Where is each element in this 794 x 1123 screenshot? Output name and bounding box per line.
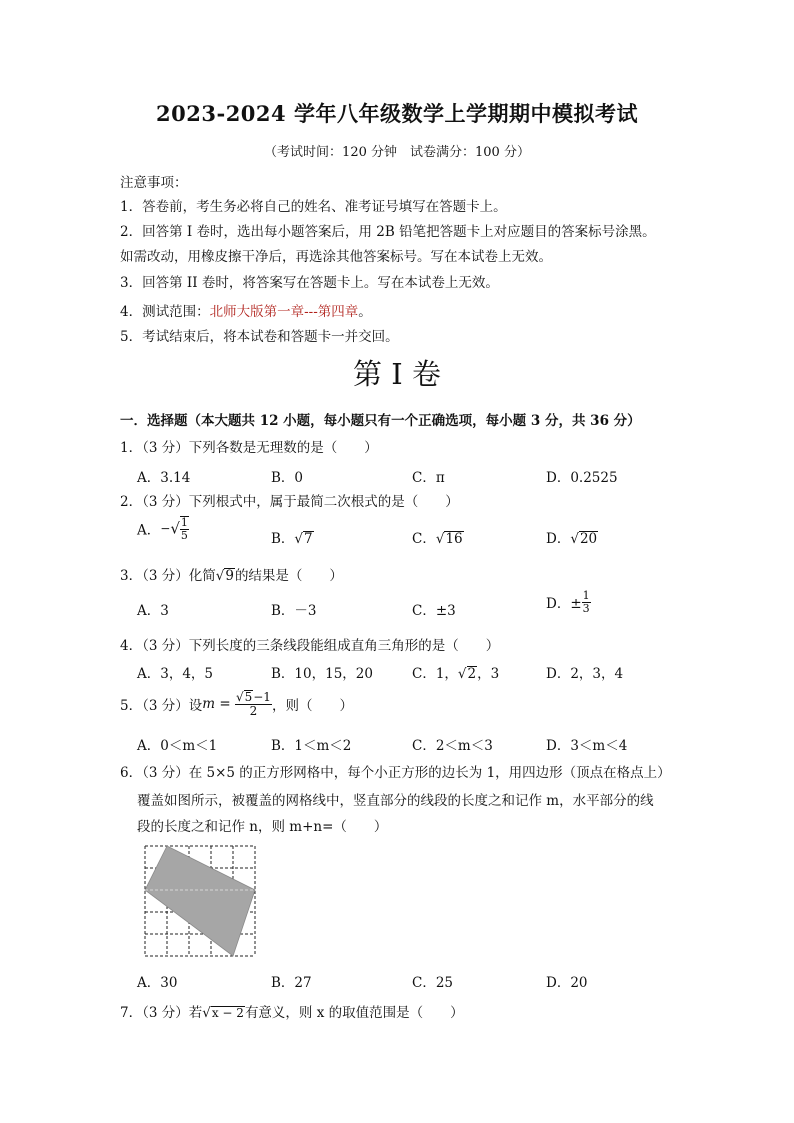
q7-stem-pre: 7．（3 分）若 — [120, 1005, 203, 1021]
q2-a-label: A． — [137, 522, 161, 539]
q2-d-label: D． — [546, 531, 571, 547]
q5-equals: = — [215, 695, 235, 712]
q5-num-radicand: 5 — [244, 690, 253, 704]
q5-num-rest: −1 — [253, 690, 271, 704]
q6-grid-figure — [140, 841, 260, 961]
q2-a-denominator: 5 — [180, 528, 188, 542]
q3-option-d — [546, 590, 591, 614]
question-7-stem — [120, 1001, 464, 1021]
q2-a-fraction — [180, 516, 189, 541]
question-6-line-3: 段的长度之和记作 n，则 m+n=（ ） — [137, 819, 388, 835]
q5-option-d: D．3＜m＜4 — [546, 738, 628, 754]
q4-c-pre: C．1， — [412, 666, 458, 682]
q2-c-label: C． — [412, 531, 436, 547]
q7-radicand: x − 2 — [211, 1006, 244, 1020]
q3-d-label: D．± — [546, 596, 582, 613]
q3-radicand: 9 — [225, 568, 234, 584]
q3-d-denominator: 3 — [582, 601, 590, 615]
q6-option-a: A．30 — [137, 975, 178, 991]
q2-d-radicand: 20 — [579, 531, 598, 547]
q2-option-d — [546, 527, 598, 547]
notes-heading: 注意事项： — [120, 175, 188, 191]
q1-option-b: B．0 — [271, 470, 304, 486]
note-4 — [120, 300, 372, 320]
question-3-stem — [120, 564, 343, 584]
note-4-suffix: 。 — [358, 304, 372, 320]
q4-c-radicand: 2 — [467, 666, 477, 682]
exam-title: 2023-2024 学年八年级数学上学期期中模拟考试 — [156, 101, 638, 126]
q3-option-b: B．－3 — [271, 603, 317, 619]
covering-quadrilateral — [145, 846, 255, 956]
q5-option-c: C．2＜m＜3 — [412, 738, 493, 754]
question-6-line-2: 覆盖如图所示，被覆盖的网格线中，竖直部分的线段的长度之和记作 m，水平部分的线 — [137, 793, 654, 809]
note-2b: 如需改动，用橡皮擦干净后，再选涂其他答案标号。写在本试卷上无效。 — [120, 249, 552, 265]
q6-option-b: B．27 — [271, 975, 312, 991]
q3-option-a: A．3 — [137, 603, 169, 619]
exam-subtitle: （考试时间：120 分钟 试卷满分：100 分） — [264, 145, 530, 160]
q5-fraction — [235, 690, 272, 718]
q4-option-b: B．10，15，20 — [271, 666, 373, 682]
radical-sign: √ — [202, 1005, 211, 1021]
q4-option-d: D．2，3，4 — [546, 666, 624, 682]
q3-option-c: C．±3 — [412, 603, 456, 619]
radical-sign: √ — [570, 531, 579, 547]
q5-stem-post: ，则（ ） — [271, 697, 353, 714]
q6-option-d: D．20 — [546, 975, 588, 991]
q5-numerator — [235, 690, 272, 705]
q3-d-fraction — [582, 590, 591, 614]
q2-b-label: B． — [271, 531, 295, 547]
note-2a: 2．回答第 I 卷时，选出每小题答案后，用 2B 铅笔把答题卡上对应题目的答案标号涂黑。 — [120, 224, 656, 240]
note-5: 5．考试结束后，将本试卷和答题卡一并交回。 — [120, 329, 399, 345]
note-1: 1．答卷前，考生务必将自己的姓名、准考证号填写在答题卡上。 — [120, 199, 507, 215]
q4-option-c — [412, 662, 499, 682]
radical-sign: √ — [435, 531, 445, 547]
q5-stem-pre: 5．（3 分）设 — [120, 697, 203, 714]
q6-option-c: C．25 — [412, 975, 454, 991]
q2-a-numerator: 1 — [180, 516, 188, 529]
q2-a-sign: − — [160, 521, 171, 536]
note-4-range: 北师大版第一章---第四章 — [209, 304, 359, 320]
q2-option-b — [271, 527, 314, 547]
q5-variable: m — [202, 695, 216, 712]
question-4-stem: 4．（3 分）下列长度的三条线段能组成直角三角形的是（ ） — [120, 638, 500, 654]
q3-d-numerator: 1 — [582, 589, 590, 602]
q1-option-a: A．3.14 — [137, 470, 191, 486]
q5-option-a: A．0＜m＜1 — [137, 738, 218, 754]
q3-stem-post: 的结果是（ ） — [234, 568, 343, 584]
q2-b-radicand: 7 — [304, 531, 313, 547]
question-1-stem: 1．（3 分）下列各数是无理数的是（ ） — [120, 440, 378, 456]
volume-heading: 第 I 卷 — [353, 357, 441, 391]
q4-option-a: A．3，4，5 — [137, 666, 214, 682]
q2-option-a — [137, 516, 189, 541]
q3-stem-pre: 3．（3 分）化简 — [120, 568, 216, 584]
section-heading: 一．选择题（本大题共 12 小题，每小题只有一个正确选项，每小题 3 分，共 36 分） — [120, 413, 641, 429]
q5-option-b: B．1＜m＜2 — [271, 738, 352, 754]
q4-c-post: ，3 — [477, 666, 500, 682]
q2-option-c — [412, 527, 464, 547]
q1-option-d: D．0.2525 — [546, 470, 618, 486]
note-4-prefix: 4．测试范围： — [120, 304, 210, 320]
question-2-stem: 2．（3 分）下列根式中，属于最简二次根式的是（ ） — [120, 494, 459, 510]
q2-c-radicand: 16 — [445, 531, 463, 547]
radical-sign: √ — [215, 568, 225, 584]
q1-option-c: C．π — [412, 470, 445, 486]
radical-sign: √ — [457, 666, 467, 682]
question-5-stem — [120, 690, 353, 718]
q7-stem-post: 有意义，则 x 的取值范围是（ ） — [244, 1005, 464, 1021]
radical-sign: √ — [235, 690, 244, 704]
radical-sign: √ — [170, 519, 180, 538]
radical-sign: √ — [294, 531, 304, 547]
note-3: 3．回答第 II 卷时，将答案写在答题卡上。写在本试卷上无效。 — [120, 275, 499, 291]
q5-denominator: 2 — [249, 704, 258, 719]
question-6-line-1: 6．（3 分）在 5×5 的正方形网格中，每个小正方形的边长为 1，用四边形（顶点在格点上） — [120, 765, 671, 781]
